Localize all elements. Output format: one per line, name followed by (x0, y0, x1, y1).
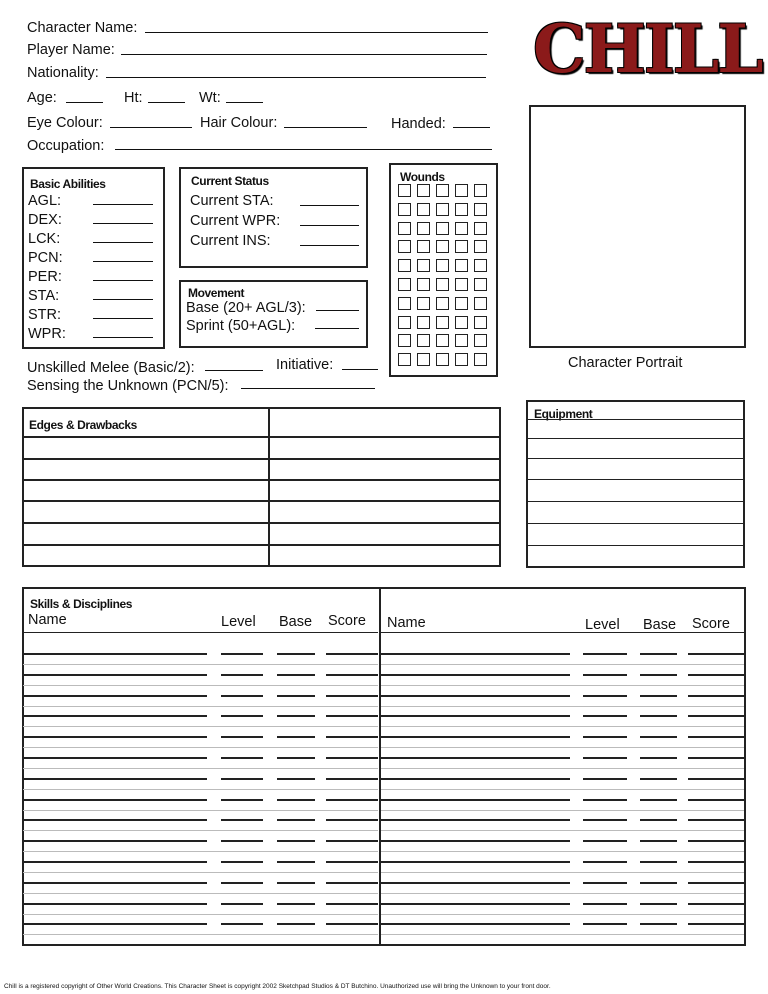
wound-box[interactable] (417, 240, 430, 253)
skills-cell-line[interactable] (381, 799, 570, 801)
wound-box[interactable] (455, 278, 468, 291)
skills-cell-line[interactable] (381, 882, 570, 884)
skills-cell-line[interactable] (688, 882, 744, 884)
edges-row-line[interactable] (23, 522, 500, 524)
height-field[interactable] (148, 102, 185, 103)
skills-cell-line[interactable] (221, 861, 263, 863)
footer-copyright: Chill is a registered copyright of Other World Creations. This Character Sheet is copyright 2002 Sketchpad Studios & DT Butchino. Unauthorized use will bring the Unknown to your front door. (4, 983, 551, 990)
wound-box[interactable] (455, 184, 468, 197)
skills-cell-line[interactable] (277, 861, 315, 863)
wound-box[interactable] (455, 222, 468, 235)
status-label: Current STA: (190, 193, 274, 209)
skills-col-name: Name (387, 615, 426, 631)
skills-cell-line[interactable] (381, 861, 570, 863)
initiative-label: Initiative: (276, 357, 334, 373)
wound-box[interactable] (474, 203, 487, 216)
skills-cell-line[interactable] (583, 778, 627, 780)
wound-box[interactable] (417, 222, 430, 235)
eye-colour-label: Eye Colour: (27, 115, 103, 131)
wounds-title: Wounds (400, 170, 445, 184)
skills-row-sep (381, 810, 744, 811)
status-label: Current INS: (190, 233, 271, 249)
unskilled-melee-label: Unskilled Melee (Basic/2): (27, 360, 195, 376)
ability-field[interactable] (93, 299, 153, 300)
skills-cell-line[interactable] (688, 903, 744, 905)
skills-cell-line[interactable] (326, 923, 378, 925)
skills-row-sep (381, 872, 744, 873)
skills-row-sep (381, 706, 744, 707)
status-field[interactable] (300, 225, 359, 226)
skills-cell-line[interactable] (381, 923, 570, 925)
skills-cell-line[interactable] (583, 882, 627, 884)
skills-cell-line[interactable] (277, 799, 315, 801)
skills-cell-line[interactable] (277, 819, 315, 821)
edges-row-line[interactable] (23, 544, 500, 546)
skills-cell-line[interactable] (277, 882, 315, 884)
skills-cell-line[interactable] (583, 819, 627, 821)
skills-cell-line[interactable] (326, 903, 378, 905)
movement-label: Base (20+ AGL/3): (186, 300, 306, 316)
wound-box[interactable] (455, 203, 468, 216)
skills-header-line (23, 632, 378, 633)
wound-box[interactable] (398, 259, 411, 272)
skills-cell-line[interactable] (326, 695, 378, 697)
wound-box[interactable] (474, 240, 487, 253)
wound-box[interactable] (474, 184, 487, 197)
skills-cell-line[interactable] (583, 861, 627, 863)
skills-cell-line[interactable] (277, 923, 315, 925)
movement-title: Movement (188, 286, 245, 300)
skills-cell-line[interactable] (640, 736, 677, 738)
chill-logo: CHILL (533, 10, 762, 88)
skills-cell-line[interactable] (381, 715, 570, 717)
skills-row-sep (23, 914, 378, 915)
skills-col-score: Score (692, 616, 730, 632)
skills-cell-line[interactable] (381, 778, 570, 780)
wound-box[interactable] (436, 222, 449, 235)
skills-cell-line[interactable] (688, 695, 744, 697)
weight-field[interactable] (226, 102, 263, 103)
skills-cell-line[interactable] (23, 715, 207, 717)
skills-cell-line[interactable] (277, 840, 315, 842)
ability-field[interactable] (93, 204, 153, 205)
skills-cell-line[interactable] (23, 757, 207, 759)
wound-box[interactable] (455, 240, 468, 253)
wound-box[interactable] (436, 297, 449, 310)
skills-cell-line[interactable] (640, 695, 677, 697)
skills-cell-line[interactable] (221, 923, 263, 925)
ability-label: STA: (28, 288, 60, 304)
skills-cell-line[interactable] (277, 736, 315, 738)
skills-row-sep (381, 768, 744, 769)
wound-box[interactable] (455, 316, 468, 329)
skills-cell-line[interactable] (277, 715, 315, 717)
skills-row-sep (23, 830, 378, 831)
hair-colour-field[interactable] (284, 127, 367, 128)
ability-label: STR: (28, 307, 62, 323)
skills-cell-line[interactable] (381, 903, 570, 905)
skills-cell-line[interactable] (640, 674, 677, 676)
skills-row-sep (381, 664, 744, 665)
character-name-field[interactable] (145, 32, 488, 33)
skills-col-base: Base (643, 617, 677, 633)
player-name-label: Player Name: (27, 42, 115, 58)
skills-row-sep (381, 893, 744, 894)
skills-cell-line[interactable] (583, 715, 627, 717)
wound-box[interactable] (417, 334, 430, 347)
skills-cell-line[interactable] (583, 923, 627, 925)
skills-col-level: Level (585, 617, 620, 633)
skills-row-sep (381, 851, 744, 852)
nationality-label: Nationality: (27, 65, 99, 81)
skills-cell-line[interactable] (583, 903, 627, 905)
skills-row-sep (23, 747, 378, 748)
skills-cell-line[interactable] (221, 715, 263, 717)
skills-cell-line[interactable] (221, 757, 263, 759)
status-field[interactable] (300, 245, 359, 246)
skills-cell-line[interactable] (583, 674, 627, 676)
skills-col-name: Name (28, 612, 67, 628)
basic-abilities-title: Basic Abilities (30, 177, 106, 191)
occupation-label: Occupation: (27, 138, 105, 154)
skills-cell-line[interactable] (23, 674, 207, 676)
edges-divider (268, 408, 270, 566)
skills-cell-line[interactable] (326, 799, 378, 801)
equipment-row-line[interactable] (527, 419, 744, 420)
character-name-label: Character Name: (27, 20, 138, 36)
skills-cell-line[interactable] (381, 736, 570, 738)
skills-cell-line[interactable] (326, 653, 378, 655)
wound-box[interactable] (417, 297, 430, 310)
movement-field[interactable] (315, 328, 359, 329)
skills-cell-line[interactable] (688, 715, 744, 717)
skills-row-sep (23, 706, 378, 707)
wound-box[interactable] (436, 259, 449, 272)
age-label: Age: (27, 90, 57, 106)
eye-colour-field[interactable] (110, 127, 192, 128)
equipment-row-line[interactable] (527, 458, 744, 459)
edges-drawbacks-box (22, 407, 501, 567)
skills-cell-line[interactable] (640, 757, 677, 759)
skills-col-base: Base (279, 614, 313, 630)
skills-cell-line[interactable] (277, 674, 315, 676)
skills-cell-line[interactable] (23, 840, 207, 842)
skills-cell-line[interactable] (688, 757, 744, 759)
skills-cell-line[interactable] (326, 840, 378, 842)
skills-cell-line[interactable] (23, 861, 207, 863)
skills-cell-line[interactable] (221, 695, 263, 697)
skills-cell-line[interactable] (326, 778, 378, 780)
wound-box[interactable] (436, 203, 449, 216)
player-name-field[interactable] (121, 54, 487, 55)
skills-title: Skills & Disciplines (30, 597, 133, 611)
skills-cell-line[interactable] (688, 778, 744, 780)
ability-field[interactable] (93, 337, 153, 338)
status-label: Current WPR: (190, 213, 281, 229)
occupation-field[interactable] (115, 149, 492, 150)
equipment-box (526, 400, 745, 568)
skills-cell-line[interactable] (688, 819, 744, 821)
wound-box[interactable] (398, 316, 411, 329)
skills-row-sep (23, 789, 378, 790)
skills-cell-line[interactable] (221, 882, 263, 884)
ability-field[interactable] (93, 280, 153, 281)
skills-cell-line[interactable] (23, 882, 207, 884)
skills-cell-line[interactable] (326, 736, 378, 738)
skills-cell-line[interactable] (640, 819, 677, 821)
skills-row-sep (381, 789, 744, 790)
skills-cell-line[interactable] (221, 840, 263, 842)
sensing-field[interactable] (241, 388, 375, 389)
wound-box[interactable] (398, 184, 411, 197)
wound-box[interactable] (417, 353, 430, 366)
skills-cell-line[interactable] (326, 819, 378, 821)
wound-box[interactable] (436, 316, 449, 329)
skills-cell-line[interactable] (640, 923, 677, 925)
wound-box[interactable] (455, 259, 468, 272)
age-field[interactable] (66, 102, 103, 103)
wound-box[interactable] (474, 297, 487, 310)
skills-cell-line[interactable] (23, 736, 207, 738)
height-label: Ht: (124, 90, 143, 106)
wound-box[interactable] (398, 278, 411, 291)
wound-box[interactable] (417, 203, 430, 216)
skills-cell-line[interactable] (326, 882, 378, 884)
equipment-title: Equipment (534, 407, 593, 421)
wound-box[interactable] (474, 316, 487, 329)
skills-cell-line[interactable] (326, 674, 378, 676)
ability-field[interactable] (93, 223, 153, 224)
skills-cell-line[interactable] (583, 653, 627, 655)
nationality-field[interactable] (106, 77, 486, 78)
wound-box[interactable] (398, 353, 411, 366)
wound-box[interactable] (398, 297, 411, 310)
skills-row-sep (381, 934, 744, 935)
skills-cell-line[interactable] (277, 757, 315, 759)
sensing-label: Sensing the Unknown (PCN/5): (27, 378, 229, 394)
wound-box[interactable] (474, 334, 487, 347)
wound-box[interactable] (398, 240, 411, 253)
skills-cell-line[interactable] (381, 653, 570, 655)
skills-cell-line[interactable] (23, 819, 207, 821)
skills-cell-line[interactable] (221, 674, 263, 676)
ability-label: PCN: (28, 250, 63, 266)
skills-cell-line[interactable] (326, 715, 378, 717)
skills-row-sep (381, 830, 744, 831)
ability-label: PER: (28, 269, 62, 285)
hair-colour-label: Hair Colour: (200, 115, 278, 131)
skills-row-sep (381, 726, 744, 727)
skills-cell-line[interactable] (688, 799, 744, 801)
skills-col-score: Score (328, 613, 366, 629)
skills-cell-line[interactable] (381, 695, 570, 697)
skills-cell-line[interactable] (688, 923, 744, 925)
skills-row-sep (23, 934, 378, 935)
skills-row-sep (381, 685, 744, 686)
wound-box[interactable] (436, 334, 449, 347)
skills-cell-line[interactable] (23, 653, 207, 655)
skills-cell-line[interactable] (23, 903, 207, 905)
skills-cell-line[interactable] (688, 736, 744, 738)
skills-cell-line[interactable] (583, 757, 627, 759)
skills-divider (379, 588, 381, 945)
skills-cell-line[interactable] (640, 882, 677, 884)
initiative-field[interactable] (342, 369, 378, 370)
character-portrait-box[interactable] (529, 105, 746, 348)
wound-box[interactable] (436, 353, 449, 366)
skills-cell-line[interactable] (221, 819, 263, 821)
edges-row-line[interactable] (23, 479, 500, 481)
skills-cell-line[interactable] (326, 757, 378, 759)
skills-cell-line[interactable] (221, 653, 263, 655)
status-field[interactable] (300, 205, 359, 206)
wound-box[interactable] (417, 278, 430, 291)
wound-box[interactable] (417, 184, 430, 197)
ability-label: AGL: (28, 193, 62, 209)
skills-cell-line[interactable] (688, 840, 744, 842)
portrait-caption: Character Portrait (568, 355, 683, 371)
skills-cell-line[interactable] (326, 861, 378, 863)
ability-field[interactable] (93, 318, 153, 319)
skills-col-level: Level (221, 614, 256, 630)
wound-box[interactable] (398, 334, 411, 347)
skills-row-sep (23, 810, 378, 811)
skills-cell-line[interactable] (583, 799, 627, 801)
wound-box[interactable] (455, 353, 468, 366)
skills-cell-line[interactable] (23, 778, 207, 780)
wound-box[interactable] (398, 203, 411, 216)
skills-cell-line[interactable] (688, 861, 744, 863)
skills-cell-line[interactable] (583, 840, 627, 842)
wound-box[interactable] (474, 222, 487, 235)
wound-box[interactable] (474, 278, 487, 291)
skills-cell-line[interactable] (381, 840, 570, 842)
skills-cell-line[interactable] (688, 653, 744, 655)
handed-label: Handed: (391, 116, 446, 132)
skills-cell-line[interactable] (221, 903, 263, 905)
skills-cell-line[interactable] (277, 778, 315, 780)
equipment-row-line[interactable] (527, 545, 744, 546)
ability-label: WPR: (28, 326, 66, 342)
current-status-title: Current Status (191, 174, 269, 188)
equipment-row-line[interactable] (527, 501, 744, 502)
wound-box[interactable] (474, 259, 487, 272)
equipment-row-line[interactable] (527, 438, 744, 439)
skills-cell-line[interactable] (277, 653, 315, 655)
skills-cell-line[interactable] (640, 799, 677, 801)
skills-cell-line[interactable] (23, 923, 207, 925)
skills-cell-line[interactable] (640, 861, 677, 863)
skills-header-line (381, 632, 744, 633)
edges-row-line[interactable] (23, 500, 500, 502)
equipment-row-line[interactable] (527, 523, 744, 524)
skills-cell-line[interactable] (640, 778, 677, 780)
skills-cell-line[interactable] (688, 674, 744, 676)
wound-box[interactable] (417, 259, 430, 272)
weight-label: Wt: (199, 90, 221, 106)
wound-box[interactable] (455, 297, 468, 310)
skills-cell-line[interactable] (277, 903, 315, 905)
movement-label: Sprint (50+AGL): (186, 318, 296, 334)
skills-cell-line[interactable] (640, 715, 677, 717)
skills-cell-line[interactable] (381, 674, 570, 676)
ability-field[interactable] (93, 261, 153, 262)
edges-drawbacks-title: Edges & Drawbacks (29, 418, 137, 432)
wound-box[interactable] (436, 278, 449, 291)
unskilled-melee-field[interactable] (205, 370, 263, 371)
skills-row-sep (23, 851, 378, 852)
skills-cell-line[interactable] (277, 695, 315, 697)
skills-cell-line[interactable] (583, 695, 627, 697)
handed-field[interactable] (453, 127, 490, 128)
skills-cell-line[interactable] (640, 903, 677, 905)
ability-label: LCK: (28, 231, 61, 247)
skills-cell-line[interactable] (381, 757, 570, 759)
skills-row-sep (381, 914, 744, 915)
ability-field[interactable] (93, 242, 153, 243)
skills-cell-line[interactable] (23, 695, 207, 697)
skills-cell-line[interactable] (381, 819, 570, 821)
skills-cell-line[interactable] (221, 799, 263, 801)
skills-row-sep (23, 768, 378, 769)
skills-cell-line[interactable] (221, 736, 263, 738)
skills-cell-line[interactable] (221, 778, 263, 780)
skills-row-sep (23, 726, 378, 727)
wound-box[interactable] (455, 334, 468, 347)
wound-box[interactable] (474, 353, 487, 366)
skills-cell-line[interactable] (640, 840, 677, 842)
skills-cell-line[interactable] (583, 736, 627, 738)
ability-label: DEX: (28, 212, 62, 228)
skills-row-sep (381, 747, 744, 748)
skills-row-sep (23, 893, 378, 894)
skills-row-sep (23, 872, 378, 873)
wound-box[interactable] (436, 240, 449, 253)
movement-field[interactable] (316, 310, 359, 311)
equipment-row-line[interactable] (527, 479, 744, 480)
edges-row-line[interactable] (23, 458, 500, 460)
edges-row-line[interactable] (23, 436, 500, 438)
wound-box[interactable] (436, 184, 449, 197)
wound-box[interactable] (417, 316, 430, 329)
skills-cell-line[interactable] (23, 799, 207, 801)
skills-row-sep (23, 664, 378, 665)
skills-row-sep (23, 685, 378, 686)
skills-cell-line[interactable] (640, 653, 677, 655)
wound-box[interactable] (398, 222, 411, 235)
